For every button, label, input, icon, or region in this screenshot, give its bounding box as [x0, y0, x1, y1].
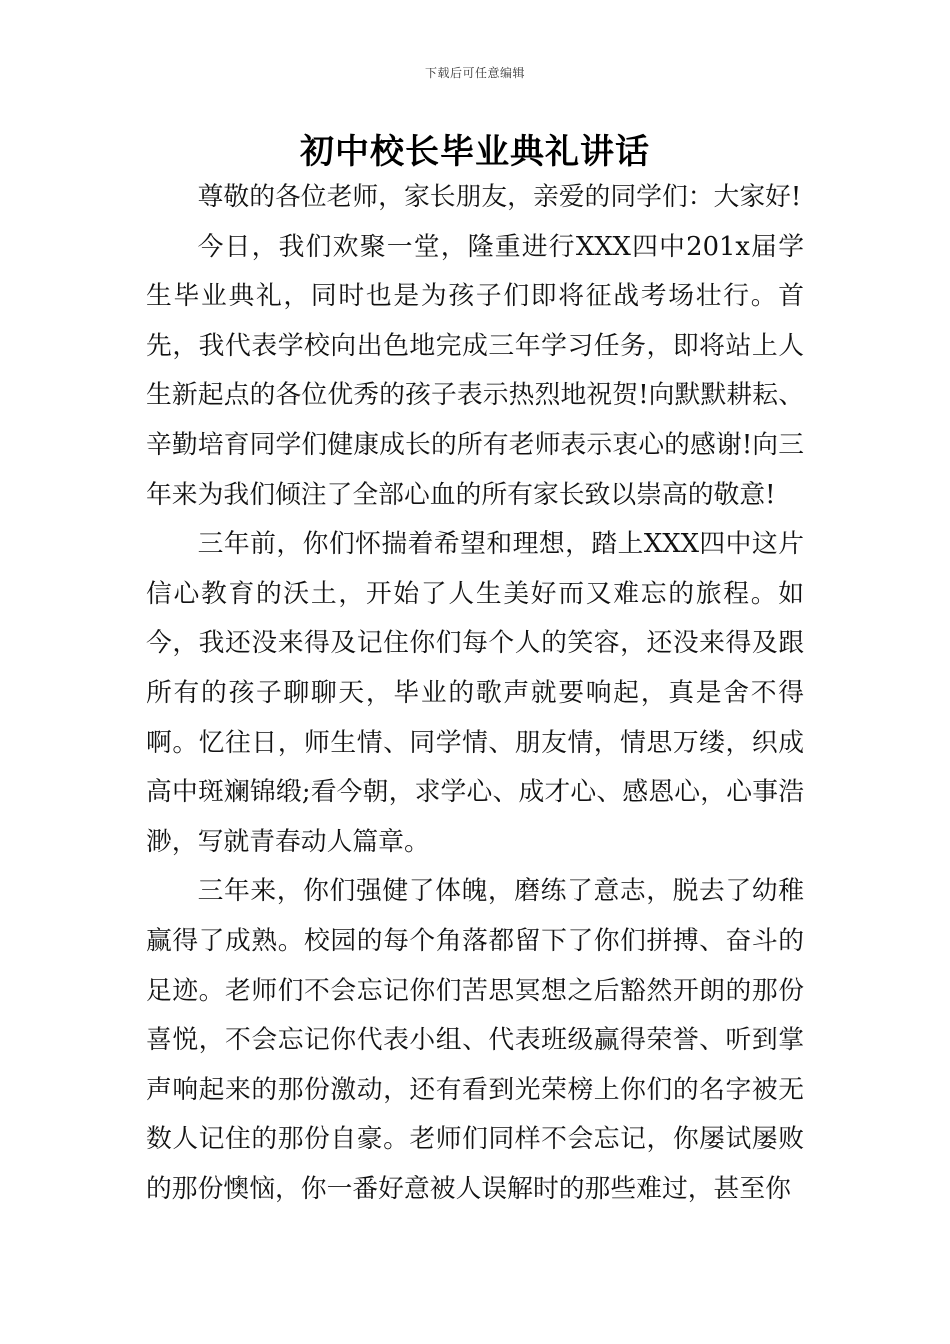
document-body: [146, 173, 804, 1214]
paragraph-1: 今日，我们欢聚一堂，隆重进行XXX四中201x届学生毕业典礼，同时也是为孩子们即将征战考场壮行。首先，我代表学校向出色地完成三年学习任务，即将站上人生新起点的各位优秀的孩子表示热烈地祝贺!向默默耕耘、辛勤培育同学们健康成长的所有老师表示衷心的感谢!向三年来为我们倾注了全部心血的所有家长致以崇高的敬意!: [146, 231, 804, 510]
document-title: 初中校长毕业典礼讲话: [300, 132, 650, 172]
paragraph-greeting: 尊敬的各位老师，家长朋友，亲爱的同学们：大家好!: [197, 182, 802, 212]
paragraph-3: 三年来，你们强健了体魄，磨练了意志，脱去了幼稚赢得了成熟。校园的每个角落都留下了你们拼搏、奋斗的足迹。老师们不会忘记你们苦思冥想之后豁然开朗的那份喜悦，不会忘记你代表小组、代表班级赢得荣誉、听到掌声响起来的那份激动，还有看到光荣榜上你们的名字被无数人记住的那份自豪。老师们同样不会忘记，你屡试屡败的那份懊恼，你一番好意被人误解时的那些难过，甚至你: [146, 876, 804, 1204]
header-note: 下载后可任意编辑: [424, 66, 525, 80]
paragraph-2: 三年前，你们怀揣着希望和理想，踏上XXX四中这片信心教育的沃土，开始了人生美好而又难忘的旅程。如今，我还没来得及记住你们每个人的笑容，还没来得及跟所有的孩子聊聊天，毕业的歌声就要响起，真是舍不得啊。忆往日，师生情、同学情、朋友情，情思万缕，织成高中斑斓锦缎;看今朝，求学心、成才心、感恩心，心事浩渺，写就青春动人篇章。: [146, 529, 804, 857]
